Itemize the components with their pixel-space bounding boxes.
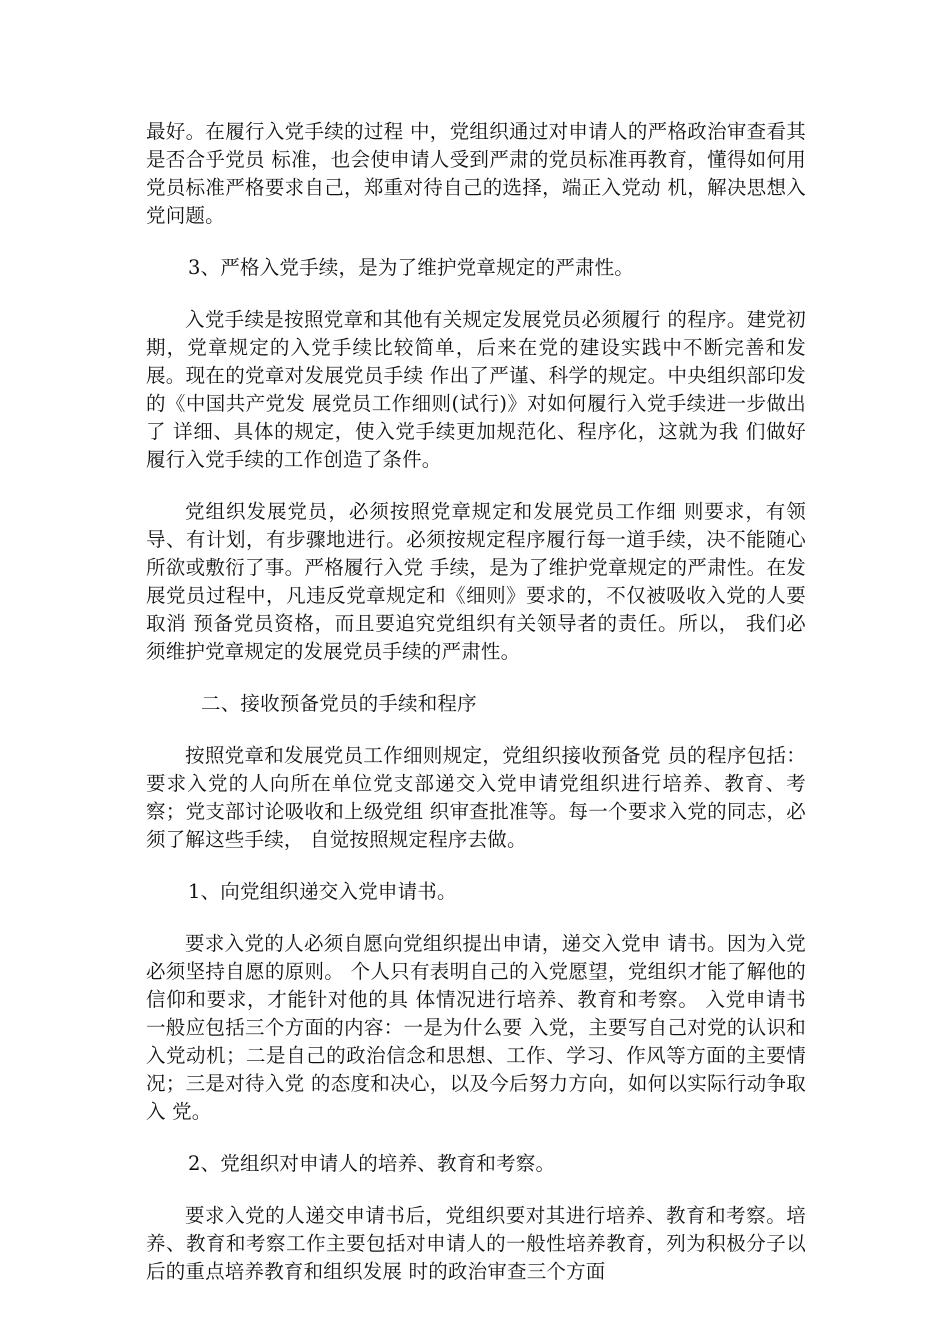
- paragraph-program: 按照党章和发展党员工作细则规定，党组织接收预备党 员的程序包括：要求入党的人向所在单位党支部递交入党申请党组织进行培养、教育、考察；党支部讨论吸收和上级党组 织审查批准等。每一个要求入党的同志，必须了解这些手续， 自觉按照规定程序去做。: [146, 744, 806, 851]
- chapter-heading-2: 二、接收预备党员的手续和程序: [201, 692, 477, 715]
- paragraph-procedures: 入党手续是按照党章和其他有关规定发展党员必须履行 的程序。建党初期，党章规定的入党手续比较简单，后来在党的建设实践中不断完善和发展。现在的党章对发展党员手续 作出了严谨、科学的规定。中央组织部印发的《中国共产党发 展党员工作细则(试行)》对如何履行入党手续进一步做出了 详细、具体的规定，使入党手续更加规范化、程序化，这就为我 们做好履行入党手续的工作创造了条件。: [146, 308, 806, 471]
- section-heading-1: 1、向党组织递交入党申请书。: [188, 880, 457, 903]
- paragraph-training: 要求入党的人递交申请书后，党组织要对其进行培养、教育和考察。培养、教育和考察工作主要包括对申请人的一般性培养教育，列为积极分子以后的重点培养教育和组织发展 时的政治审查三个方面: [146, 1204, 806, 1283]
- document-body: [146, 118, 806, 1310]
- section-heading-3: 3、严格入党手续，是为了维护党章规定的严肃性。: [188, 256, 635, 279]
- paragraph-development: 党组织发展党员，必须按照党章规定和发展党员工作细 则要求，有领导、有计划，有步骤地进行。必须按规定程序履行每一道手续，决不能随心所欲或敷衍了事。严格履行入党 手续，是为了维护党章规定的严肃性。在发展党员过程中，凡违反党章规定和《细则》要求的，不仅被吸收入党的人要取消 预备党员资格，而且要追究党组织有关领导者的责任。所以， 我们必须维护党章规定的发展党员手续的严肃性。: [146, 500, 806, 663]
- section-heading-2: 2、党组织对申请人的培养、教育和考察。: [188, 1152, 556, 1175]
- paragraph-application: 要求入党的人必须自愿向党组织提出申请，递交入党申 请书。因为入党必须坚持自愿的原则。 个人只有表明自己的入党愿望，党组织才能了解他的信仰和要求，才能针对他的具 体情况进行培养、教育和考察。 入党申请书一般应包括三个方面的内容：一是为什么要 入党，主要写自己对党的认识和入党动机；二是自己的政治信念和思想、工作、学习、作风等方面的主要情况；三是对待入党 的态度和决心，以及今后努力方向，如何以实际行动争取入 党。: [146, 932, 806, 1123]
- paragraph-continuation: 最好。在履行入党手续的过程 中，党组织通过对申请人的严格政治审查看其是否合乎党员 标准，也会使申请人受到严肃的党员标准再教育，懂得如何用党员标准严格要求自己，郑重对待自己的选择，端正入党动 机，解决思想入党问题。: [146, 120, 806, 227]
